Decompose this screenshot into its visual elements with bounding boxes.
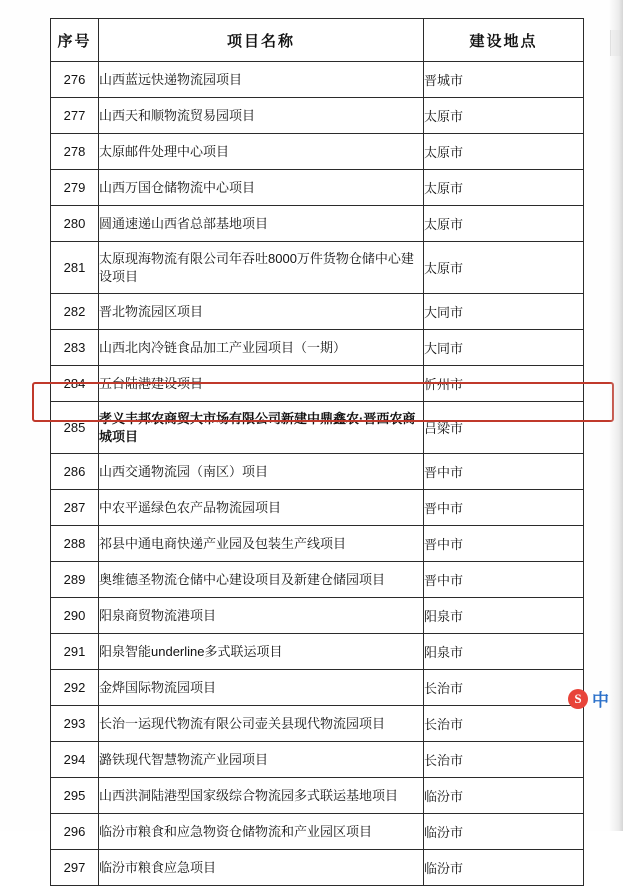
cell-index: 283 [51,330,99,366]
cell-index: 287 [51,490,99,526]
cell-project-name: 临汾市粮食应急项目 [99,850,424,886]
table-row [51,170,584,206]
cell-project-name: 中农平遥绿色农产品物流园项目 [99,490,424,526]
table-row [51,778,584,814]
cell-project-name: 临汾市粮食和应急物资仓储物流和产业园区项目 [99,814,424,850]
cell-location: 晋中市 [424,562,584,598]
cell-index: 295 [51,778,99,814]
cell-index: 288 [51,526,99,562]
cell-index: 296 [51,814,99,850]
cell-index: 282 [51,294,99,330]
cell-location: 晋城市 [424,62,584,98]
cell-index: 289 [51,562,99,598]
cell-location: 太原市 [424,206,584,242]
cell-index: 285 [51,402,99,454]
cell-project-name: 五台陆港建设项目 [99,366,424,402]
column-header-index: 序号 [51,19,99,62]
watermark [568,686,609,711]
cell-index: 278 [51,134,99,170]
column-header-location: 建设地点 [424,19,584,62]
table-row [51,98,584,134]
table-row [51,206,584,242]
cell-location: 太原市 [424,170,584,206]
sogou-badge-icon: S [568,689,588,709]
table-row [51,526,584,562]
cell-project-name: 圆通速递山西省总部基地项目 [99,206,424,242]
cell-location: 阳泉市 [424,634,584,670]
cell-location: 大同市 [424,330,584,366]
watermark-text: 中 [592,691,609,710]
cell-project-name: 山西天和顺物流贸易园项目 [99,98,424,134]
table-row [51,134,584,170]
page-edge-shadow [609,0,623,831]
table-row [51,294,584,330]
table-row-partial [51,850,584,886]
cell-location: 太原市 [424,134,584,170]
cell-index: 276 [51,62,99,98]
cell-location: 晋中市 [424,526,584,562]
cell-project-name: 太原邮件处理中心项目 [99,134,424,170]
table-row [51,598,584,634]
table-row [51,742,584,778]
cell-location: 阳泉市 [424,598,584,634]
cell-location: 长治市 [424,742,584,778]
cell-location: 太原市 [424,242,584,294]
cell-index: 294 [51,742,99,778]
cell-index: 292 [51,670,99,706]
cell-project-name: 孝义丰邦农商贸大市场有限公司新建中鼎鑫农·晋西农商城项目 [99,402,424,454]
table-row [51,562,584,598]
cell-location: 太原市 [424,98,584,134]
cell-location: 忻州市 [424,366,584,402]
cell-location: 长治市 [424,706,584,742]
column-header-project-name: 项目名称 [99,19,424,62]
cell-project-name: 山西交通物流园（南区）项目 [99,454,424,490]
cell-index: 280 [51,206,99,242]
table-header [51,19,584,62]
table-row [51,814,584,850]
cell-project-name: 奥维德圣物流仓储中心建设项目及新建仓储园项目 [99,562,424,598]
cell-project-name: 山西洪洞陆港型国家级综合物流园多式联运基地项目 [99,778,424,814]
page-corner-mark [610,30,621,56]
table-row [51,454,584,490]
cell-project-name: 金烨国际物流园项目 [99,670,424,706]
cell-project-name: 太原现海物流有限公司年吞吐8000万件货物仓储中心建设项目 [99,242,424,294]
cell-index: 284 [51,366,99,402]
cell-index: 277 [51,98,99,134]
cell-project-name: 阳泉智能underline多式联运项目 [99,634,424,670]
table-row [51,634,584,670]
cell-project-name: 祁县中通电商快递产业园及包装生产线项目 [99,526,424,562]
cell-location: 吕梁市 [424,402,584,454]
table-row [51,706,584,742]
table-row [51,366,584,402]
table-row [51,490,584,526]
cell-project-name: 山西万国仓储物流中心项目 [99,170,424,206]
cell-location: 临汾市 [424,850,584,886]
cell-index: 279 [51,170,99,206]
cell-index: 290 [51,598,99,634]
table-row [51,670,584,706]
cell-project-name: 晋北物流园区项目 [99,294,424,330]
table-row-highlighted [51,402,584,454]
cell-project-name: 山西北肉冷链食品加工产业园项目（一期） [99,330,424,366]
cell-location: 长治市 [424,670,584,706]
cell-index: 297 [51,850,99,886]
table-row [51,62,584,98]
table-row [51,242,584,294]
cell-location: 晋中市 [424,454,584,490]
cell-project-name: 山西蓝远快递物流园项目 [99,62,424,98]
cell-project-name: 长治一运现代物流有限公司壶关县现代物流园项目 [99,706,424,742]
table-body [51,62,584,886]
project-list-table [50,18,584,886]
cell-location: 临汾市 [424,814,584,850]
cell-location: 大同市 [424,294,584,330]
cell-location: 临汾市 [424,778,584,814]
cell-index: 286 [51,454,99,490]
cell-location: 晋中市 [424,490,584,526]
cell-project-name: 潞铁现代智慧物流产业园项目 [99,742,424,778]
cell-index: 291 [51,634,99,670]
cell-index: 281 [51,242,99,294]
table-row [51,330,584,366]
cell-project-name: 阳泉商贸物流港项目 [99,598,424,634]
cell-index: 293 [51,706,99,742]
